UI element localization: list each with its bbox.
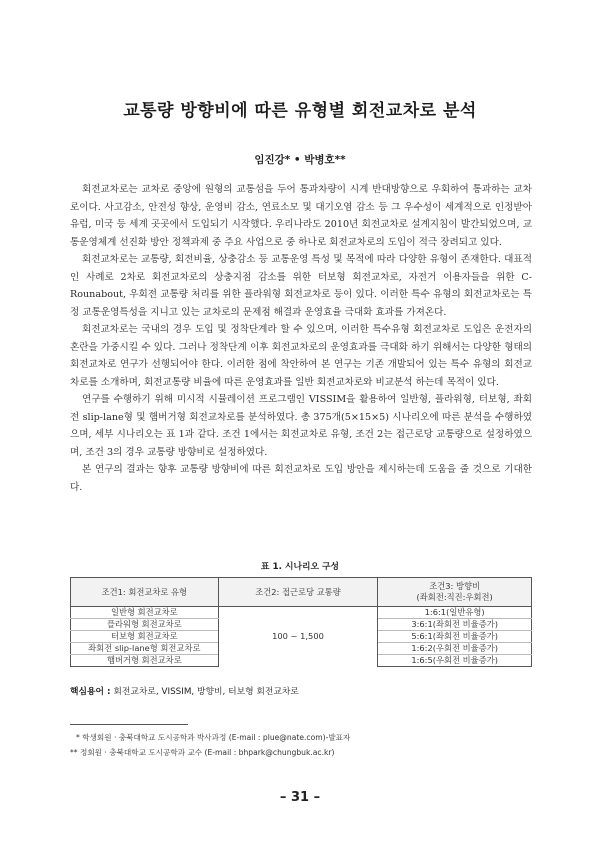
paragraph: 본 연구의 결과는 향후 교통량 방향비에 따른 회전교차로 도입 방안을 제시하는데 도움을 줄 것으로 기대한다. — [70, 464, 532, 493]
abstract-body — [70, 181, 532, 496]
table-cell: 1:6:2(우회전 비율증가) — [378, 643, 532, 655]
paper-title: 교통량 방향비에 따른 유형별 회전교차로 분석 — [123, 101, 477, 121]
paragraph: 회전교차로는 교차로 중앙에 원형의 교통섬을 두어 통과차량이 시계 반대방향으로 우회하여 통과하는 교차로이다. 사고감소, 안전성 향상, 운영비 감소, 연료소모 및 대기오염 감소 등 그 우수성이 세계적으로 인정받아 유럽, 미국 등 세계 곳곳에서 도입되기 시작했다. 우리나라도 2010년 회전교차로 설계지침이 발간되었으며, 교통운영체계 선진화 방안 정책과제 중 주요 사업으로 중 하나로 회전교차로의 도입이 적극 장려되고 있다. — [70, 184, 532, 248]
authors: 임진강* • 박병호** — [254, 154, 346, 166]
paragraph: 회전교차로는 국내의 경우 도입 및 정착단계라 할 수 있으며, 이러한 특수유형 회전교차로 도입은 운전자의 혼란을 가중시킬 수 있다. 그러나 정착단계 이후 회전교차로의 운영효과를 극대화 하기 위해서는 다양한 형태의 회전교차로 연구가 선행되어야 한다. 이러한 점에 착안하여 본 연구는 기존 개발되어 있는 특수 유형의 회전교차로를 소개하며, 회전교통량 비율에 따른 운영효과를 일반 회전교차로와 비교분석 하는데 목적이 있다. — [70, 324, 532, 388]
table-header-cell: 조건1: 회전교차로 유형 — [71, 578, 219, 607]
table-cell: 햄버거형 회전교차로 — [71, 655, 219, 667]
header-line: (좌회전:직진:우회전) — [416, 592, 493, 602]
table-cell: 플라워형 회전교차로 — [71, 619, 219, 631]
table-cell: 1:6:5(우회전 비율증가) — [378, 655, 532, 667]
table-header-cell — [378, 578, 532, 607]
paragraph: 회전교차로는 교통량, 회전비율, 상충감소 등 교통운영 특성 및 목적에 따라 다양한 유형이 존재한다. 대표적인 사례로 2차로 회전교차로의 상충지점 감소를 위한 터보형 회전교차로, 자전거 이용자들을 위한 C-Rounabout, 우회전 교통량 처리를 위한 플라워형 회전교차로 등이 있다. 이러한 특수 유형의 회전교차로는 특정 교통운영특성을 지니고 있는 교차로의 문제점 해결과 운영효율 극대화 효과를 가져온다. — [70, 254, 532, 318]
scenario-table — [70, 577, 532, 667]
table-header-cell: 조건2: 접근로당 교통량 — [218, 578, 378, 607]
table-cell: 100 ~ 1,500 — [218, 607, 378, 667]
page-number: – 31 – — [279, 790, 321, 805]
table-cell: 터보형 회전교차로 — [71, 631, 219, 643]
keywords — [70, 684, 299, 697]
table-cell: 1:6:1(일반유형) — [378, 607, 532, 619]
keywords-label: 핵심용어 : — [70, 687, 111, 697]
table-cell: 3:6:1(좌회전 비율증가) — [378, 619, 532, 631]
footnote: * 학생회원 · 충북대학교 도시공학과 박사과정 (E-mail : plue@nate.com)-발표자 — [76, 733, 351, 742]
paragraph: 연구를 수행하기 위해 미시적 시뮬레이션 프로그램인 VISSIM을 활용하여 일반형, 플라워형, 터보형, 좌회전 slip-lane형 및 햄버거형 회전교차로를 분석하였다. 총 375개(5×15×5) 시나리오에 따른 분석을 수행하였으며, 세부 시나리오는 표 1과 같다. 조건 1에서는 회전교차로 유형, 조건 2는 접근로당 교통량으로 설정하였으며, 조건 3의 경우 교통량 방향비로 설정하였다. — [70, 394, 533, 458]
table-cell: 좌회전 slip-lane형 회전교차로 — [71, 643, 219, 655]
table-header-row — [71, 578, 532, 607]
table-caption: 표 1. 시나리오 구성 — [260, 562, 340, 572]
table-cell: 5:6:1(좌회전 비율증가) — [378, 631, 532, 643]
header-line: 조건3: 방향비 — [429, 581, 481, 591]
footnote-divider — [70, 724, 188, 725]
keywords-text: 회전교차로, VISSIM, 방향비, 터보형 회전교차로 — [113, 687, 299, 697]
table-cell: 일반형 회전교차로 — [71, 607, 219, 619]
table-row — [71, 607, 532, 619]
footnote: ** 정회원 · 충북대학교 도시공학과 교수 (E-mail : bhpark@chungbuk.ac.kr) — [70, 748, 335, 757]
